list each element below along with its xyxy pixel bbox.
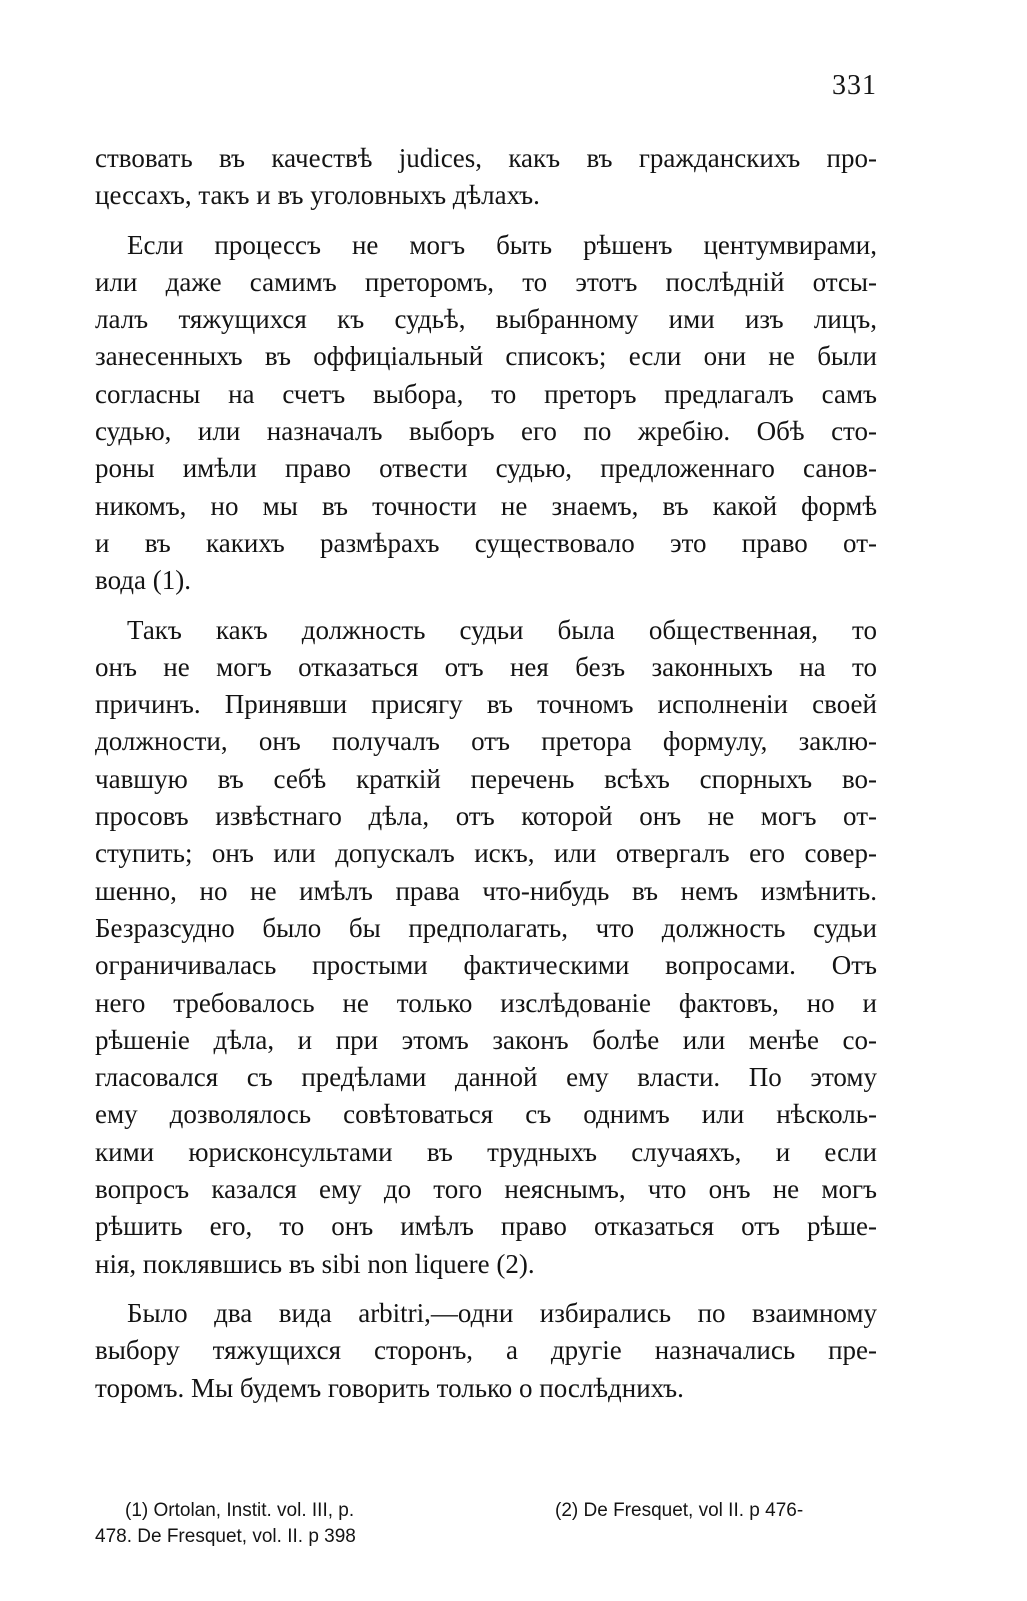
text-line: ствовать въ качествѣ judices, какъ въ гражданскихъ про- bbox=[95, 143, 877, 173]
text-line: шенно, но не имѣлъ права что-нибудь въ немъ измѣнить. bbox=[95, 875, 877, 906]
footnote-row bbox=[95, 1498, 877, 1524]
footnote-2: (2) De Fresquet, vol II. p 476- bbox=[555, 1500, 804, 1521]
text-line: онъ не могъ отказаться отъ нея безъ законныхъ на то bbox=[95, 651, 877, 682]
text-line: согласны на счетъ выбора, то преторъ предлагалъ самъ bbox=[95, 378, 877, 409]
text-line: гласовался съ предѣлами данной ему власти. По этому bbox=[95, 1062, 877, 1093]
text-line: лалъ тяжущихся къ судьѣ, выбранному ими изъ лицъ, bbox=[95, 304, 877, 335]
text-line: торомъ. Мы будемъ говорить только о послѣднихъ. bbox=[95, 1372, 684, 1403]
paragraph-gap bbox=[95, 600, 877, 612]
text-line: него требовалось не только изслѣдованiе фактовъ, но и bbox=[95, 987, 877, 1018]
text-line: чавшую въ себѣ краткiй перечень всѣхъ спорныхъ во- bbox=[95, 763, 877, 794]
text-line: Такъ какъ должность судьи была общественная, то bbox=[127, 614, 877, 645]
footnotes bbox=[95, 1498, 877, 1550]
text-line: Было два вида arbitri,—одни избирались по взаимному bbox=[127, 1297, 877, 1328]
text-line: рѣшить его, то онъ имѣлъ право отказаться отъ рѣше- bbox=[95, 1211, 877, 1242]
text-line: и въ какихъ размѣрахъ существовало это право от- bbox=[95, 527, 877, 558]
text-line: никомъ, но мы въ точности не знаемъ, въ какой формѣ bbox=[95, 490, 877, 521]
footnote-1-continued: 478. De Fresquet, vol. II. p 398 bbox=[95, 1526, 356, 1547]
text-line: занесенныхъ въ оффицiальный списокъ; если они не были bbox=[95, 341, 877, 372]
text-line: кими юрисконсультами въ трудныхъ случаяхъ, и если bbox=[95, 1136, 877, 1167]
text-line: судью, или назначалъ выборъ его по жребiю. Обѣ сто- bbox=[95, 416, 877, 447]
body-text bbox=[95, 140, 877, 1407]
page-number: 331 bbox=[832, 70, 877, 101]
text-line: вопросъ казался ему до того неяснымъ, что онъ не могъ bbox=[95, 1174, 877, 1205]
paragraph-gap bbox=[95, 215, 877, 227]
paragraph-gap bbox=[95, 1283, 877, 1295]
text-line: ступить; онъ или допускалъ искъ, или отвергалъ его совер- bbox=[95, 838, 877, 869]
text-line: ограничивалась простыми фактическими вопросами. Отъ bbox=[95, 950, 877, 981]
text-line: выбору тяжущихся сторонъ, а другiе назначались пре- bbox=[95, 1335, 877, 1366]
text-line: ему дозволялось совѣтоваться съ однимъ или нѣсколь- bbox=[95, 1099, 877, 1130]
text-line: рѣшенiе дѣла, и при этомъ законъ болѣе или менѣе со- bbox=[95, 1024, 877, 1055]
text-line: нiя, поклявшись въ sibi non liquere (2). bbox=[95, 1248, 535, 1279]
text-line: причинъ. Принявши присягу въ точномъ исполненiи своей bbox=[95, 689, 877, 720]
text-line: Безразсудно было бы предполагать, что должность судьи bbox=[95, 912, 877, 943]
text-line: роны имѣли право отвести судью, предложеннаго санов- bbox=[95, 453, 877, 484]
text-line: просовъ извѣстнаго дѣла, отъ которой онъ не могъ от- bbox=[95, 801, 877, 832]
text-line: вода (1). bbox=[95, 565, 191, 596]
footnote-row bbox=[95, 1524, 877, 1550]
text-line: или даже самимъ преторомъ, то этотъ послѣднiй отсы- bbox=[95, 266, 877, 297]
footnote-1: (1) Ortolan, Instit. vol. III, p. bbox=[125, 1500, 355, 1521]
text-line: цессахъ, такъ и въ уголовныхъ дѣлахъ. bbox=[95, 180, 540, 211]
text-line: должности, онъ получалъ отъ претора формулу, заклю- bbox=[95, 726, 877, 757]
text-line: Если процессъ не могъ быть рѣшенъ центумвирами, bbox=[127, 229, 877, 260]
